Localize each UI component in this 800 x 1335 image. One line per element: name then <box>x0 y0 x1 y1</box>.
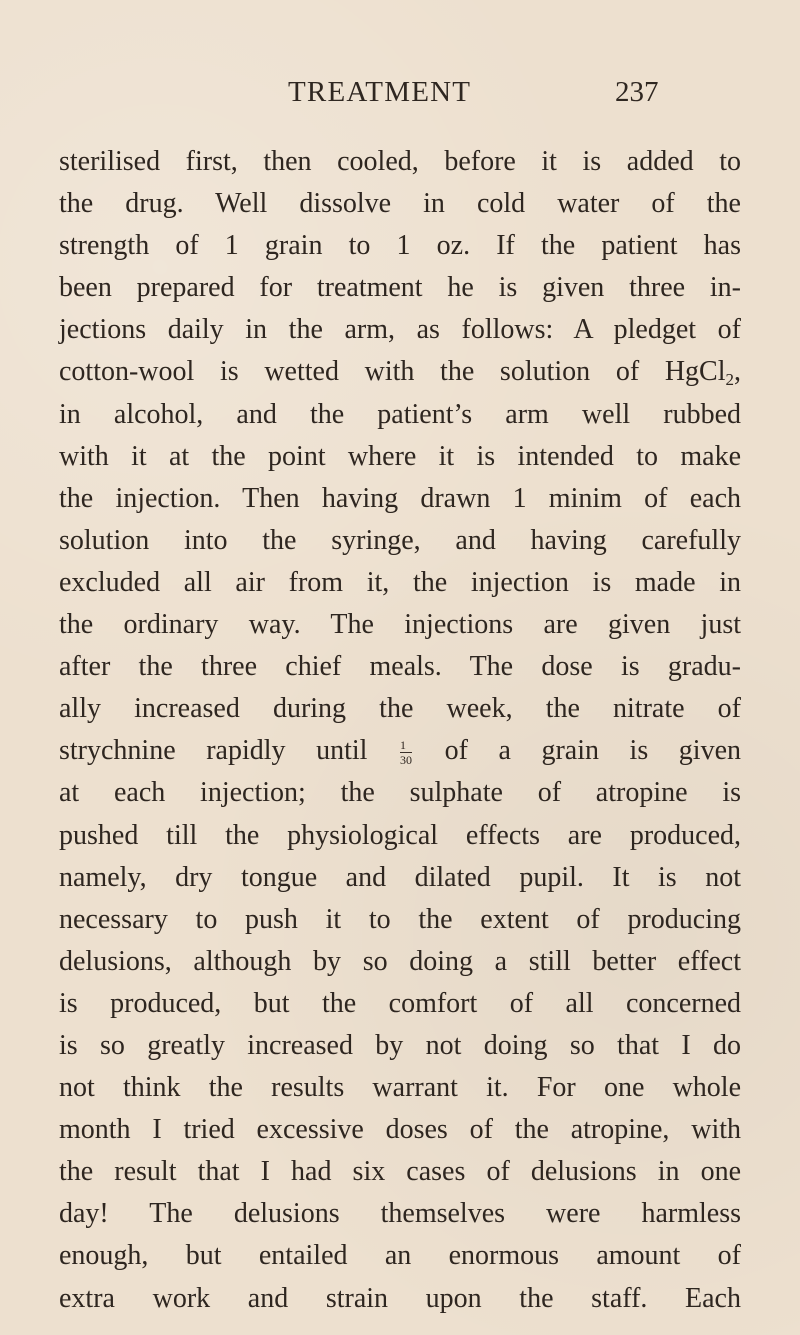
text-line-21: is produced, but the comfort of all concerned <box>59 987 741 1019</box>
text-line-28: extra work and strain upon the staff. Each <box>59 1282 741 1314</box>
text-line-13: after the three chief meals. The dose is gradu- <box>59 651 741 683</box>
text-line-15-prefix: strychnine rapidly until <box>59 735 368 767</box>
text-line-12: the ordinary way. The injections are given just <box>59 609 741 641</box>
text-line-15 <box>59 730 741 772</box>
text-line-20: delusions, although by so doing a still better effect <box>59 945 741 977</box>
text-line-16: at each injection; the sulphate of atropine is <box>59 777 741 809</box>
text-line-27: enough, but entailed an enormous amount of <box>59 1240 741 1272</box>
formula-subscript: 2 <box>725 370 734 390</box>
text-line-6-main: cotton-wool is wetted with the solution of HgCl <box>59 356 726 388</box>
text-line-10: solution into the syringe, and having carefully <box>59 524 741 556</box>
text-line-23: not think the results warrant it. For one whole <box>59 1072 741 1104</box>
page-header <box>0 78 800 118</box>
text-line-11: excluded all air from it, the injection is made in <box>59 566 741 598</box>
text-line-19: necessary to push it to the extent of producing <box>59 903 741 935</box>
text-line-4: been prepared for treatment he is given three in- <box>59 272 741 304</box>
formula-suffix: , <box>734 356 741 388</box>
text-line-24: month I tried excessive doses of the atropine, with <box>59 1114 741 1146</box>
text-line-8: with it at the point where it is intended to make <box>59 440 741 472</box>
body-text <box>59 141 741 1320</box>
text-line-2: the drug. Well dissolve in cold water of the <box>59 188 741 220</box>
text-line-25: the result that I had six cases of delusions in one <box>59 1156 741 1188</box>
text-line-17: pushed till the physiological effects are produced, <box>59 819 741 851</box>
fraction-denominator: 30 <box>400 753 412 768</box>
text-line-18: namely, dry tongue and dilated pupil. It is not <box>59 861 741 893</box>
text-line-9: the injection. Then having drawn 1 minim of each <box>59 482 741 514</box>
text-line-5: jections daily in the arm, as follows: A pledget of <box>59 314 741 346</box>
fraction <box>400 739 412 766</box>
text-line-22: is so greatly increased by not doing so that I do <box>59 1029 741 1061</box>
text-line-15-suffix: of a grain is given <box>444 735 742 767</box>
text-line-14: ally increased during the week, the nitrate of <box>59 693 741 725</box>
running-title: TREATMENT <box>288 76 472 108</box>
page-number: 237 <box>615 76 659 108</box>
text-line-6 <box>59 351 741 393</box>
fraction-numerator: 1 <box>400 738 406 753</box>
text-line-1: sterilised first, then cooled, before it is added to <box>59 146 741 177</box>
text-line-3: strength of 1 grain to 1 oz. If the patient has <box>59 230 741 262</box>
text-line-7: in alcohol, and the patient’s arm well rubbed <box>59 398 741 430</box>
text-line-26: day! The delusions themselves were harmless <box>59 1198 741 1230</box>
